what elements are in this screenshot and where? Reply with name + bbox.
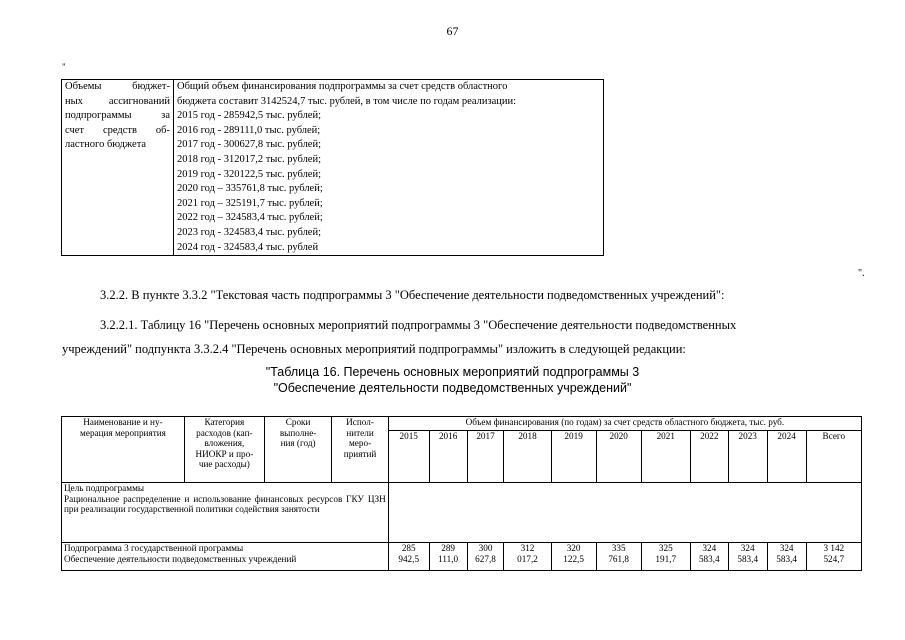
activities-table bbox=[61, 416, 862, 571]
value-2017: 300 627,8 bbox=[467, 543, 504, 571]
header-year-2018: 2018 bbox=[504, 431, 551, 483]
program-cell bbox=[62, 543, 389, 571]
budget-passport-table bbox=[61, 79, 604, 256]
passport-content-line: 2024 год - 324583,4 тыс. рублей bbox=[177, 241, 319, 253]
program-line-2: Обеспечение деятельности подведомственных учреждений bbox=[64, 553, 297, 564]
header-funding: Объем финансирования (по годам) за счет средств областного бюджета, тыс. руб. bbox=[388, 417, 861, 431]
header-executors: Испол- нители меро- приятий bbox=[332, 417, 388, 483]
value-2015: 285 942,5 bbox=[388, 543, 429, 571]
passport-content-line: 2017 год - 300627,8 тыс. рублей; bbox=[177, 139, 322, 151]
value-2022: 324 583,4 bbox=[690, 543, 728, 571]
passport-content-line: бюджета составит 3142524,7 тыс. рублей, в том числе по годам реализации: bbox=[177, 95, 517, 107]
value-2019: 320 122,5 bbox=[551, 543, 596, 571]
value-2024: 324 583,4 bbox=[767, 543, 806, 571]
header-category: Категория расходов (кап- вложения, НИОКР и про- чие расходы) bbox=[184, 417, 264, 483]
header-year-2015: 2015 bbox=[388, 431, 429, 483]
passport-content-line: 2018 год - 312017,2 тыс. рублей; bbox=[177, 153, 322, 165]
paragraph-3-2-2: 3.2.2. В пункте 3.3.2 "Текстовая часть подпрограммы 3 "Обеспечение деятельности подведомственных учреждений": bbox=[100, 288, 725, 302]
header-year-2017: 2017 bbox=[467, 431, 504, 483]
header-year-2021: 2021 bbox=[641, 431, 690, 483]
passport-content-line: 2015 год - 285942,5 тыс. рублей; bbox=[177, 110, 322, 122]
header-year-2022: 2022 bbox=[690, 431, 728, 483]
header-year-2016: 2016 bbox=[429, 431, 467, 483]
passport-content-line: 2021 год – 325191,7 тыс. рублей; bbox=[177, 197, 323, 209]
header-year-2024: 2024 bbox=[767, 431, 806, 483]
passport-label-line: ных ассигнований bbox=[65, 95, 170, 107]
program-line-1: Подпрограмма 3 государственной программы bbox=[64, 543, 244, 553]
goal-cell bbox=[62, 483, 389, 543]
passport-content-line: 2019 год - 320122,5 тыс. рублей; bbox=[177, 168, 322, 180]
header-year-2019: 2019 bbox=[551, 431, 596, 483]
passport-content-cell bbox=[174, 80, 604, 256]
goal-empty-cell bbox=[388, 483, 861, 543]
passport-content-line: 2020 год – 335761,8 тыс. рублей; bbox=[177, 183, 323, 195]
value-2023: 324 583,4 bbox=[728, 543, 767, 571]
table-caption-line-1: "Таблица 16. Перечень основных мероприятий подпрограммы 3 bbox=[265, 365, 640, 379]
value-2020: 335 761,8 bbox=[596, 543, 641, 571]
value-2021: 325 191,7 bbox=[641, 543, 690, 571]
value-2016: 289 111,0 bbox=[429, 543, 467, 571]
paragraph-3-2-2-1-continued: учреждений" подпункта 3.3.2.4 "Перечень основных мероприятий подпрограммы" изложить в следующей редакции: bbox=[62, 342, 686, 356]
value-2018: 312 017,2 bbox=[504, 543, 551, 571]
passport-content-line: Общий объем финансирования подпрограммы за счет средств областного bbox=[177, 81, 508, 92]
passport-content-line: 2022 год – 324583,4 тыс. рублей; bbox=[177, 212, 323, 224]
goal-title: Цель подпрограммы bbox=[64, 483, 145, 493]
header-year-2023: 2023 bbox=[728, 431, 767, 483]
header-total: Всего bbox=[806, 431, 861, 483]
page-number: 67 bbox=[446, 24, 459, 38]
header-terms: Сроки выполне- ния (год) bbox=[264, 417, 332, 483]
paragraph-3-2-2-1: 3.2.2.1. Таблицу 16 "Перечень основных мероприятий подпрограммы 3 "Обеспечение деятельности подведомственных bbox=[100, 318, 737, 332]
goal-text: Рациональное распределение и использование финансовых ресурсов ГКУ ЦЗН при реализации государственной политики содействия занятости bbox=[64, 493, 386, 515]
opening-quote: " bbox=[62, 62, 66, 72]
table-caption-line-2: "Обеспечение деятельности подведомственных учреждений" bbox=[273, 381, 632, 395]
passport-content-line: 2023 год - 324583,4 тыс. рублей; bbox=[177, 226, 322, 238]
closing-quote: ". bbox=[858, 268, 865, 279]
header-name: Наименование и ну- мерация мероприятия bbox=[62, 417, 185, 483]
passport-label-cell bbox=[62, 80, 174, 256]
value-total: 3 142 524,7 bbox=[806, 543, 861, 571]
header-year-2020: 2020 bbox=[596, 431, 641, 483]
passport-label-line: счет средств об- bbox=[65, 124, 170, 136]
passport-label-line: Объемы бюджет- bbox=[65, 81, 170, 92]
passport-label-line: ластного бюджета bbox=[65, 139, 147, 151]
passport-label-line: подпрограммы за bbox=[65, 110, 170, 122]
passport-content-line: 2016 год - 289111,0 тыс. рублей; bbox=[177, 124, 321, 136]
